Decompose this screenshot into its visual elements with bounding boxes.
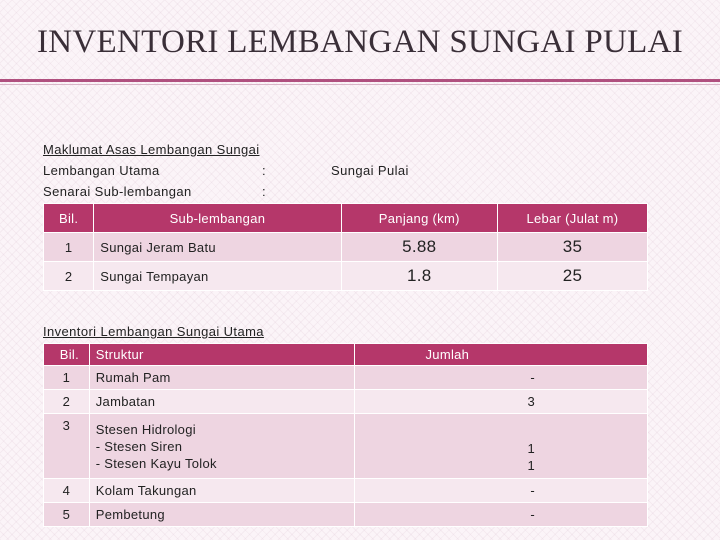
- struktur-sub-item: - Stesen Kayu Tolok: [95, 455, 217, 471]
- cell-lebar: 25: [497, 262, 647, 291]
- cell-jumlah: [355, 414, 648, 479]
- header-bil: Bil.: [44, 204, 94, 233]
- sub-lembangan-table: [43, 203, 648, 291]
- title-divider: [0, 79, 720, 82]
- table-row: [44, 262, 648, 291]
- header-sub-lembangan: Sub-lembangan: [94, 204, 341, 233]
- cell-bil: 3: [44, 414, 90, 479]
- header-struktur: Struktur: [89, 344, 355, 366]
- info-heading: Maklumat Asas Lembangan Sungai: [43, 142, 260, 157]
- utama-label: Lembangan Utama: [43, 163, 160, 178]
- cell-struktur: Jambatan: [89, 390, 355, 414]
- cell-struktur: [89, 414, 355, 479]
- cell-panjang: 5.88: [341, 233, 497, 262]
- cell-bil: 5: [44, 503, 90, 527]
- utama-value: Sungai Pulai: [331, 163, 409, 178]
- utama-colon: :: [262, 163, 267, 178]
- header-lebar: Lebar (Julat m): [497, 204, 647, 233]
- cell-bil: 1: [44, 366, 90, 390]
- table-row: [44, 503, 648, 527]
- jumlah-value: 1: [527, 441, 535, 456]
- table-header-row: [44, 344, 648, 366]
- jumlah-value: 1: [527, 458, 535, 473]
- table-row: [44, 479, 648, 503]
- table-row: [44, 390, 648, 414]
- sub-colon: :: [262, 184, 267, 199]
- cell-struktur: Kolam Takungan: [89, 479, 355, 503]
- cell-struktur: Rumah Pam: [89, 366, 355, 390]
- page-title: INVENTORI LEMBANGAN SUNGAI PULAI: [36, 24, 684, 60]
- cell-name: Sungai Tempayan: [94, 262, 341, 291]
- cell-struktur: Pembetung: [89, 503, 355, 527]
- cell-jumlah: -: [355, 503, 648, 527]
- table-row: [44, 233, 648, 262]
- cell-jumlah: 3: [355, 390, 648, 414]
- sub-label: Senarai Sub-lembangan: [43, 184, 192, 199]
- inventori-table: [43, 343, 648, 527]
- table-header-row: [44, 204, 648, 233]
- cell-jumlah: -: [355, 479, 648, 503]
- header-bil: Bil.: [44, 344, 90, 366]
- title-divider-thin: [0, 84, 720, 85]
- header-jumlah: Jumlah: [355, 344, 648, 366]
- cell-bil: 2: [44, 390, 90, 414]
- cell-jumlah: -: [355, 366, 648, 390]
- cell-panjang: 1.8: [341, 262, 497, 291]
- table-row: [44, 414, 648, 479]
- cell-bil: 1: [44, 233, 94, 262]
- table-row: [44, 366, 648, 390]
- cell-bil: 4: [44, 479, 90, 503]
- cell-name: Sungai Jeram Batu: [94, 233, 341, 262]
- header-panjang: Panjang (km): [341, 204, 497, 233]
- cell-bil: 2: [44, 262, 94, 291]
- struktur-sub-item: - Stesen Siren: [95, 438, 183, 454]
- cell-lebar: 35: [497, 233, 647, 262]
- struktur-name: Stesen Hidrologi: [95, 421, 196, 437]
- inventori-heading: Inventori Lembangan Sungai Utama: [43, 324, 264, 339]
